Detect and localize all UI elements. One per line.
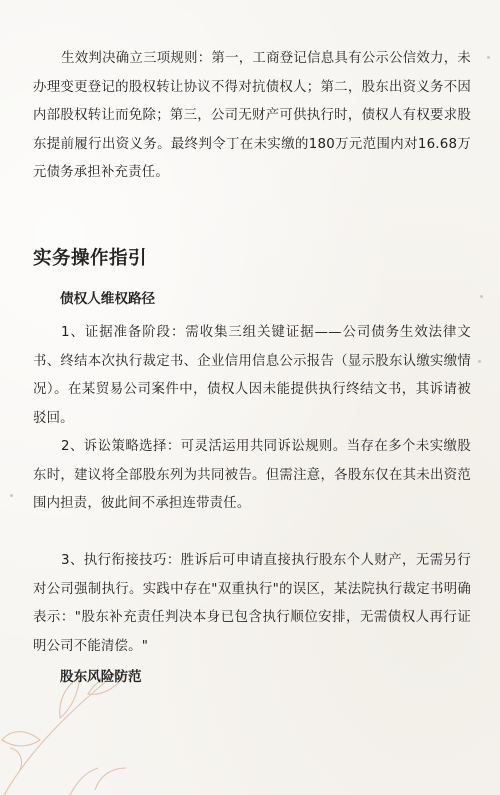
- shareholder-risk-heading: 股东风险防范: [60, 669, 142, 685]
- section-heading: 实务操作指引: [33, 248, 148, 269]
- creditor-path-heading: 债权人维权路径: [60, 291, 156, 307]
- ruling-paragraph: [33, 45, 471, 188]
- paper-speck: [478, 360, 481, 363]
- strategy-paragraph: [33, 433, 471, 519]
- execution-paragraph: [33, 547, 471, 661]
- paper-speck: [487, 56, 490, 59]
- paper-speck: [10, 494, 13, 497]
- ruling-text: 生效判决确立三项规则：第一，工商登记信息具有公示公信效力，未办理变更登记的股权转让协议不得对抗债权人；第二，股东出资义务不因内部股权转让而免除；第三，公司无财产可供执行时，债权人有权要求股东提前履行出资义务。最终判令丁在未实缴的180万元范围内对16.68万元债务承担补充责任。: [33, 51, 471, 181]
- evidence-text: 1、证据准备阶段：需收集三组关键证据——公司债务生效法律文书、终结本次执行裁定书、企业信用信息公示报告（显示股东认缴实缴情况）。在某贸易公司案件中，债权人因未能提供执行终结文书，其诉请被驳回。: [33, 325, 471, 426]
- strategy-text: 2、诉讼策略选择：可灵活运用共同诉讼规则。当存在多个未实缴股东时，建议将全部股东列为共同被告。但需注意，各股东仅在其未出资范围内担责，彼此间不承担连带责任。: [33, 439, 471, 512]
- evidence-paragraph: [33, 319, 471, 433]
- paper-speck: [480, 295, 483, 298]
- execution-text: 3、执行衔接技巧：胜诉后可申请直接执行股东个人财产，无需另行对公司强制执行。实践中存在"双重执行"的误区，某法院执行裁定书明确表示："股东补充责任判决本身已包含执行顺位安排，无需债权人再行证明公司不能清偿。": [33, 553, 471, 654]
